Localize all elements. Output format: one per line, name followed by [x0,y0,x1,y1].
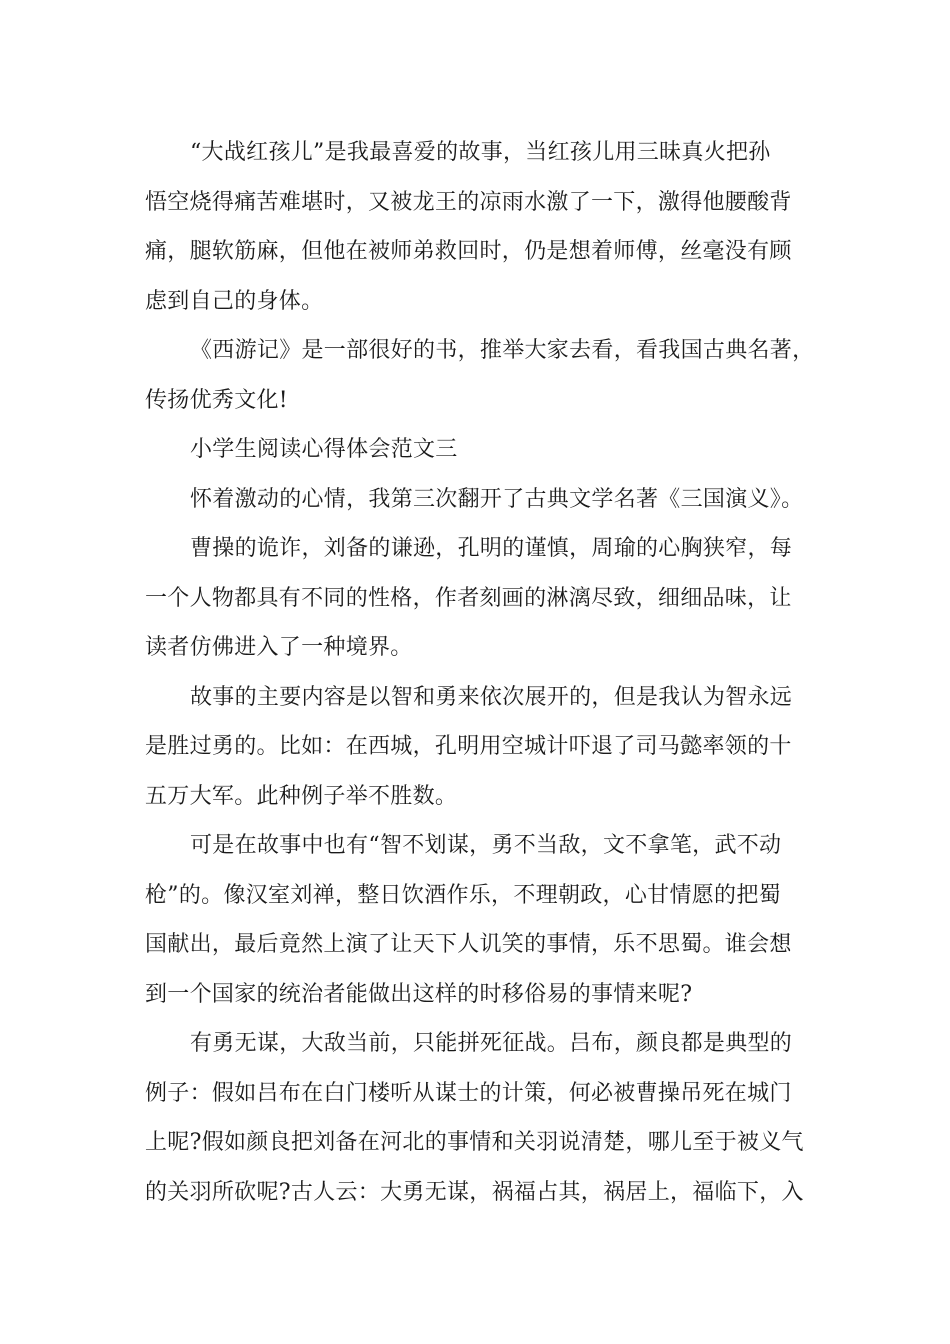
text-line: 一个人物都具有不同的性格，作者刻画的淋漓尽致，细细品味，让 [145,585,792,611]
text-line: 传扬优秀文化! [145,387,288,413]
text-line: 曹操的诡诈，刘备的谦逊，孔明的谨慎，周瑜的心胸狭窄，每 [190,536,793,561]
text-line: 上呢?假如颜良把刘备在河北的事情和关羽说清楚，哪儿至于被义气 [145,1130,804,1155]
text-line: 《西游记》是一部很好的书，推举大家去看，看我国古典名著， [190,338,815,363]
text-line: 是胜过勇的。比如：在西城，孔明用空城计吓退了司马懿率领的十 [145,734,792,759]
text-line: 可是在故事中也有“智不划谋，勇不当敌，文不拿笔，武不动 [190,833,782,858]
text-line: “大战红孩儿”是我最喜爱的故事，当红孩儿用三昧真火把孙 [190,140,771,165]
text-line: 国献出，最后竟然上演了让天下人讥笑的事情，乐不思蜀。谁会想 [145,932,792,957]
text-line: 例子：假如吕布在白门楼听从谋士的计策，何必被曹操吊死在城门 [145,1080,792,1106]
text-line: 悟空烧得痛苦难堪时，又被龙王的凉雨水激了一下，激得他腰酸背 [145,189,792,215]
text-line: 虑到自己的身体。 [145,288,324,314]
text-line: 故事的主要内容是以智和勇来依次展开的，但是我认为智永远 [190,684,793,710]
text-line: 有勇无谋，大敌当前，只能拼死征战。吕布，颜良都是典型的 [190,1031,793,1056]
text-line: 痛，腿软筋麻，但他在被师弟救回时，仍是想着师傅，丝毫没有顾 [145,239,792,264]
text-line: 枪”的。像汉室刘禅，整日饮酒作乐，不理朝政，心甘情愿的把蜀 [145,882,781,908]
text-line: 的关羽所砍呢?古人云：大勇无谋，祸福占其，祸居上，福临下，入 [145,1179,804,1205]
text-line: 怀着激动的心情，我第三次翻开了古典文学名著《三国演义》。 [190,486,804,512]
text-line: 读者仿佛进入了一种境界。 [145,635,413,660]
text-line: 五万大军。此种例子举不胜数。 [145,783,458,809]
section-heading: 小学生阅读心得体会范文三 [190,437,458,462]
text-line: 到一个国家的统治者能做出这样的时移俗易的事情来呢? [145,981,693,1007]
document-page [145,128,815,1217]
